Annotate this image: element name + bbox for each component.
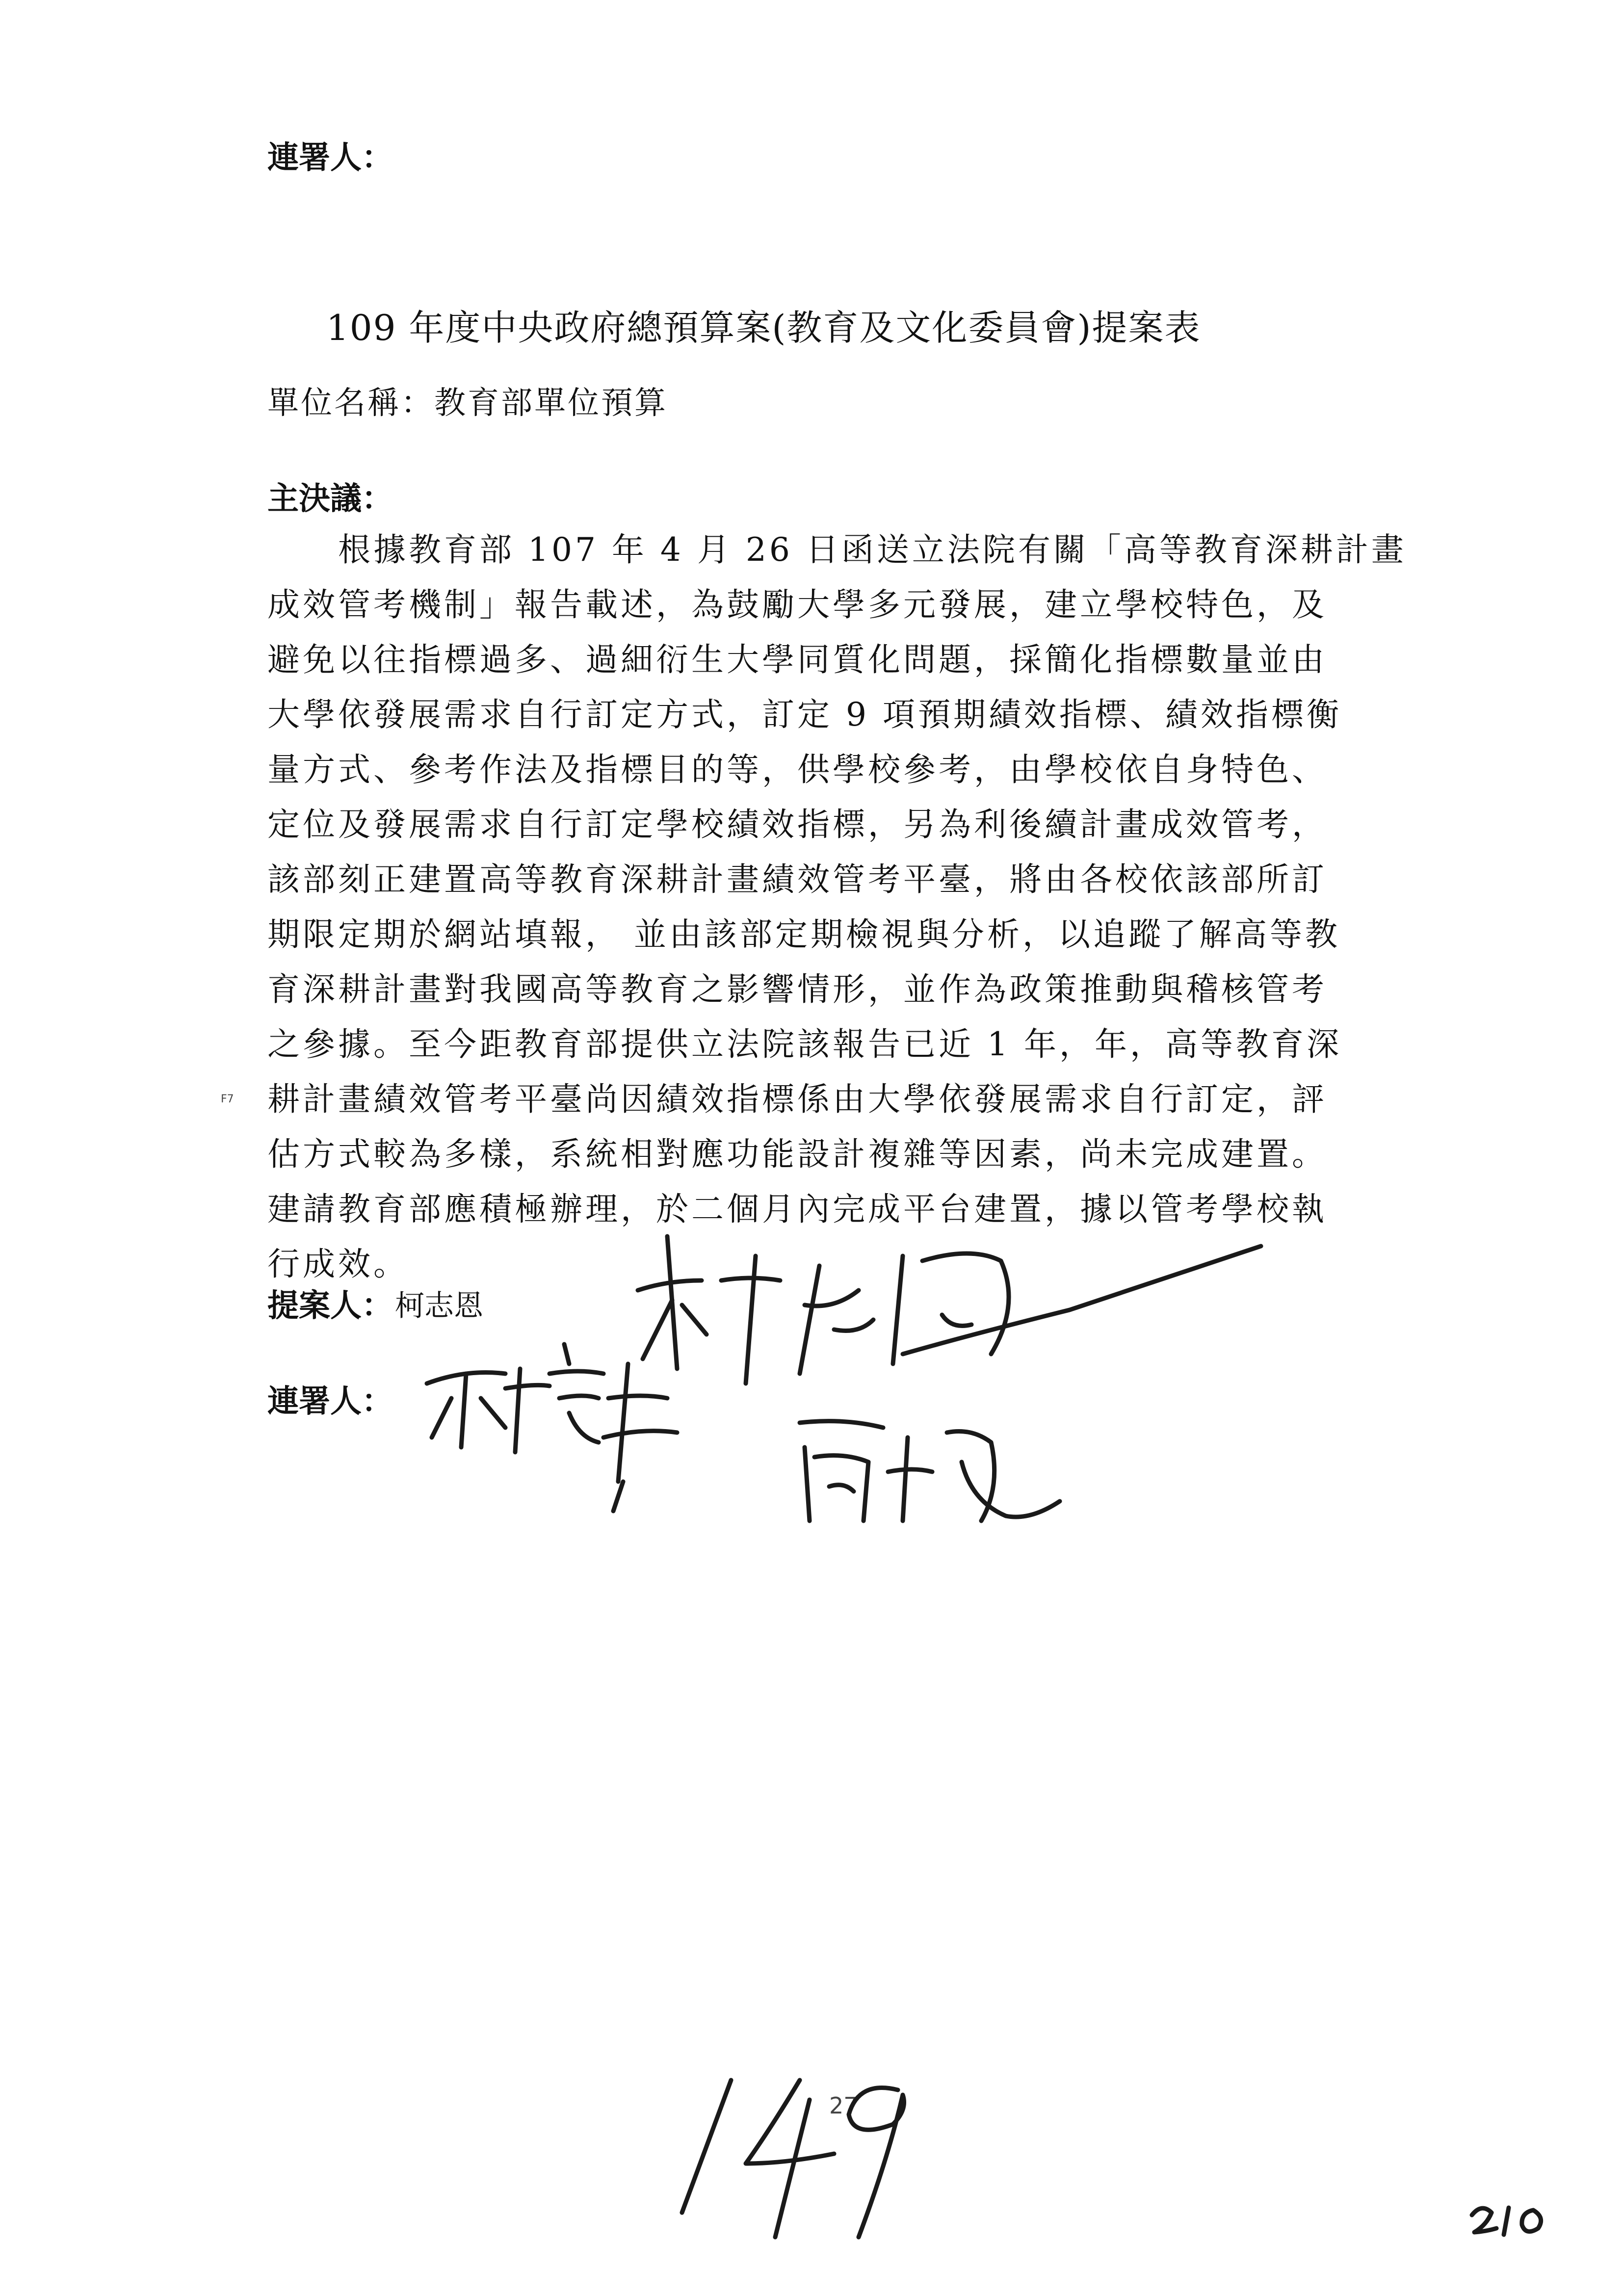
- body-line: 耕計畫績效管考平臺尚因績效指標係由大學依發展需求自行訂定，評: [267, 1080, 1327, 1118]
- body-line: 避免以往指標過多、過細衍生大學同質化問題，採簡化指標數量並由: [267, 641, 1327, 678]
- header-cosigner-label: 連署人：: [267, 140, 393, 176]
- body-line: 之參據。至今距教育部提供立法院該報告已近 1 年，年，高等教育深: [267, 1025, 1342, 1063]
- cosigner-label: 連署人：: [267, 1383, 393, 1420]
- handwritten-page-number: [672, 2061, 927, 2247]
- body-line: 成效管考機制」報告載述，為鼓勵大學多元發展，建立學校特色，及: [267, 586, 1327, 624]
- body-line: 該部刻正建置高等教育深耕計畫績效管考平臺，將由各校依該部所訂: [267, 861, 1327, 898]
- page-number: 27: [829, 2092, 858, 2119]
- signature-ke-zhien: [628, 1207, 1281, 1413]
- body-line: 量方式、參考作法及指標目的等，供學校參考，由學校依自身特色、: [267, 751, 1327, 788]
- proposer-name: 柯志恩: [395, 1289, 483, 1323]
- body-line: 育深耕計畫對我國高等教育之影響情形，並作為政策推動與稽核管考: [267, 970, 1327, 1008]
- resolution-body: [267, 522, 1435, 1292]
- body-line: 期限定期於網站填報， 並由該部定期檢視與分析，以追蹤了解高等教: [267, 915, 1340, 953]
- body-line: 大學依發展需求自行訂定方式，訂定 9 項預期績效指標、績效指標衡: [267, 696, 1342, 733]
- body-line: 行成效。: [267, 1245, 409, 1283]
- resolution-label: 主決議：: [267, 481, 393, 517]
- margin-mark: F7: [221, 1093, 234, 1105]
- body-line: 估方式較為多樣，系統相對應功能設計複雜等因素，尚未完成建置。: [267, 1135, 1327, 1173]
- unit-name: 單位名稱：教育部單位預算: [267, 385, 668, 421]
- handwritten-corner-number: [1467, 2198, 1555, 2242]
- page-title: 109 年度中央政府總預算案(教育及文化委員會)提案表: [326, 307, 1201, 348]
- signature-cosigner-2: [785, 1413, 1079, 1540]
- signature-cosigner-1: [422, 1325, 687, 1521]
- proposer-label: 提案人：: [267, 1288, 393, 1324]
- body-line: 定位及發展需求自行訂定學校績效指標，另為利後續計畫成效管考，: [267, 806, 1327, 843]
- body-line: 根據教育部 107 年 4 月 26 日函送立法院有關「高等教育深耕計畫: [267, 531, 1407, 569]
- body-line: 建請教育部應積極辦理，於二個月內完成平台建置，據以管考學校執: [267, 1190, 1327, 1228]
